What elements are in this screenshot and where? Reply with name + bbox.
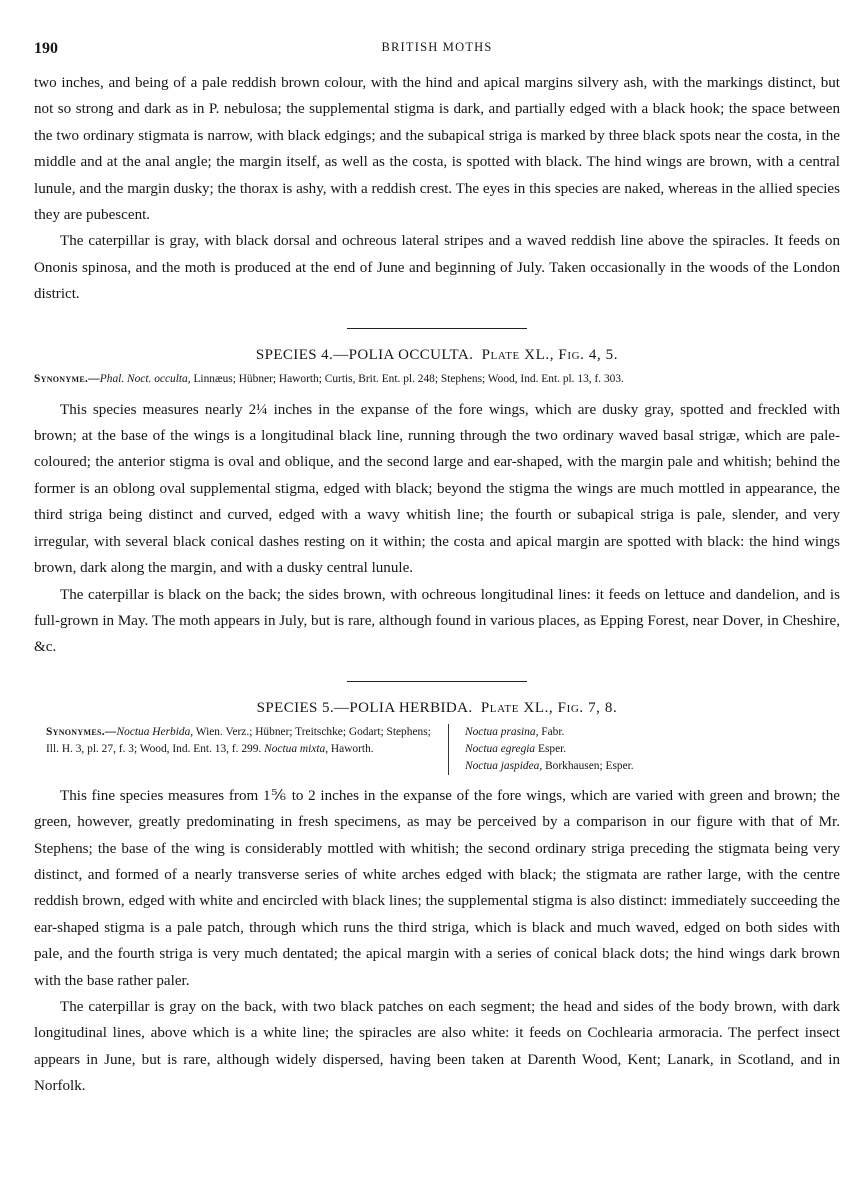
section-divider [347,328,527,329]
running-title: BRITISH MOTHS [381,40,493,54]
species-4-heading [34,345,840,365]
synonym-references: Wien. Verz.; Hübner; Treitschke; Godart; Stephens; Ill. H. 3, pl. 27, f. 3; Wood, Ind. Ent. 13, f. 299. [46,725,431,755]
section-divider [347,681,527,682]
synonym-references: Esper. [537,742,567,755]
caterpillar-paragraph: The caterpillar is gray, with black dorsal and ochreous lateral stripes and a waved reddish line above the spiracles. It feeds on Ononis spinosa, and the moth is produced at the end of June and beginning of July. Taken occasionally in the woods of the London district. [34,233,840,303]
synonym-entry [465,741,634,758]
species-5-caterpillar: The caterpillar is gray on the back, with two black patches on each segment; the head and sides of the body brown, with dark longitudinal lines, above which is a white line; the spiracles are also white: it feeds on Cochlearia armoracia. The perfect insect appears in June, but is rare, although widely dispersed, having been taken at Darenth Wood, Kent; Lanark, in Scotland, and in Norfolk. [34,998,840,1095]
synonymy-left-column [34,724,449,775]
species-5-description: This fine species measures from 1⅚ to 2 inches in the expanse of the fore wings, which are varied with green and brown; the green, however, greatly predominating in fresh specimens, as may be perceived by a comparison in our figure with that of Mr. Stephens; the base of the wing is considerably mottled with whitish; the second ordinary striga preceding the stigmata being very distinct, and formed of a nearly transverse series of white arches edged with black; the stigmata are rather large, with the centre reddish brown, edged with white and encircled with black lines; the supplemental stigma is also distinct: immediately succeeding the ear-shaped stigma is a pale patch, through which runs the third striga, which is black and much waved, edged on both sides with pale, and the fourth striga is very much dentated; the apical margin with a series of conical black dots; the hind wings dark brown with the base rather paler. [34,787,840,989]
synonym-entry [465,758,634,775]
synonym-references: Fabr. [541,725,565,738]
synonymy-right-column [449,724,634,775]
synonym-name: Phal. Noct. occulta, [99,372,191,385]
species-4-synonymy [34,371,840,387]
synonym-references: Linnæus; Hübner; Haworth; Curtis, Brit. Ent. pl. 248; Stephens; Wood, Ind. Ent. pl. 13, f. 303. [193,372,624,385]
species-5-plate-ref: Plate XL., Fig. 7, 8. [480,699,618,716]
continued-paragraph: two inches, and being of a pale reddish brown colour, with the hind and apical margins silvery ash, with the markings distinct, but not so strong and dark as in P. nebulosa; the supplemental stigma is dark, and partially edged with a black hook; the space between the two ordinary stigmata is narrow, with black edgings; and the subapical striga is marked by three black spots near the costa, in the middle and at the anal angle; the margin itself, as well as the costa, is spotted with black. The hind wings are brown, with a central lunule, and the margin dusky; the thorax is ashy, with a reddish crest. The eyes in this species are naked, whereas in the allied species they are pubescent. [34,75,840,224]
species-5-heading [34,698,840,718]
synonym-name: Noctua Herbida, [116,725,194,738]
synonym-name: Noctua mixta, [264,742,329,755]
synonym-references: Borkhausen; Esper. [545,759,634,772]
species-4-description: This species measures nearly 2¼ inches in the expanse of the fore wings, which are dusky gray, spotted and freckled with brown; at the base of the wings is a longitudinal black line, running through the two ordinary waved basal strigæ, which are pale-coloured; the anterior stigma is oval and oblique, and the second large and ear-shaped, with the margin pale and whitish; behind the former is an oblong oval supplemental stigma, edged with black; beyond the stigma the wings are much mottled in appearance, the third striga being distinct and curved, edged with a wavy whitish line; the fourth or subapical striga is pale, slender, and very irregular, with several black conical dashes resting on it within; the costa and apical margin are spotted with black: the hind wings brown, dark along the margin, and with a dusky central lunule. [34,401,840,577]
species-4-caterpillar: The caterpillar is black on the back; the sides brown, with ochreous longitudinal lines: it feeds on lettuce and dandelion, and is full-grown in May. The moth appears in July, but is rare, although found in various places, as Epping Forest, near Dover, in Cheshire, &c. [34,586,840,656]
species-5-title: SPECIES 5.—POLIA HERBIDA. [256,699,473,716]
species-4-plate-ref: Plate XL., Fig. 4, 5. [481,346,619,363]
synonymy-label: Synonymes.— [46,725,117,738]
species-5-synonymy [34,724,840,775]
synonym-name: Noctua prasina, [465,725,539,738]
page-number: 190 [34,40,58,57]
synonym-name: Noctua egregia [465,742,536,755]
synonym-references: Haworth. [330,742,374,755]
synonymy-label: Synonyme.— [34,372,100,385]
synonym-entry [465,724,634,741]
species-4-title: SPECIES 4.—POLIA OCCULTA. [255,346,474,363]
synonym-name: Noctua jaspidea, [465,759,543,772]
page-header [34,36,840,70]
